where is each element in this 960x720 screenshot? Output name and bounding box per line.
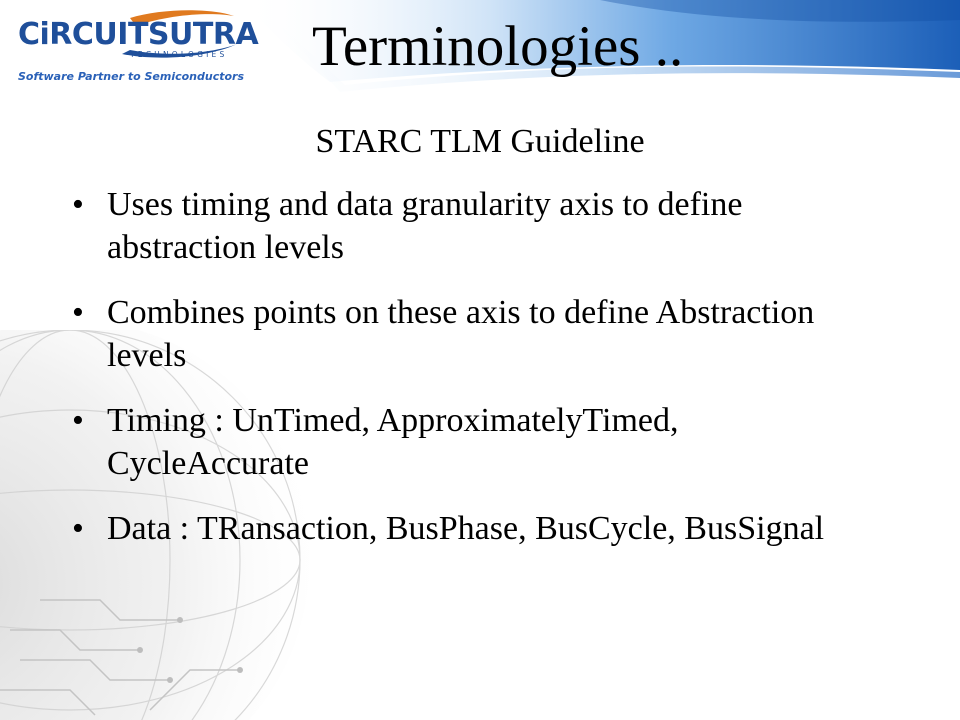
bullet-text: Data : TRansaction, BusPhase, BusCycle, BusSignal [107,510,825,547]
bullet-item [72,291,852,377]
bullet-dot-icon: • [72,510,84,547]
bullet-dot-icon: • [72,294,84,331]
slide-subtitle-text: STARC TLM Guideline [315,123,645,160]
logo-name-part2: SUTRA [147,17,259,52]
bullet-item [72,399,852,485]
bullet-item [72,183,852,269]
company-logo [12,6,259,86]
bullet-dot-icon: • [72,402,84,439]
logo-name-part1: CiRCUIT [18,17,148,52]
logo-subtext: TECHNOLOGIES [130,50,228,59]
logo-tagline: Software Partner to Semiconductors [18,70,245,83]
bullet-list [72,183,852,572]
bullet-text: Combines points on these axis to define Abstraction levels [107,294,815,374]
bullet-item [72,507,852,550]
slide-title: Terminologies .. [312,15,684,78]
logo-wordmark [18,17,259,52]
bullet-text: Uses timing and data granularity axis to define abstraction levels [107,186,743,266]
bullet-dot-icon: • [72,186,84,223]
bullet-text: Timing : UnTimed, ApproximatelyTimed, CycleAccurate [107,402,679,482]
slide-subtitle [0,122,960,163]
